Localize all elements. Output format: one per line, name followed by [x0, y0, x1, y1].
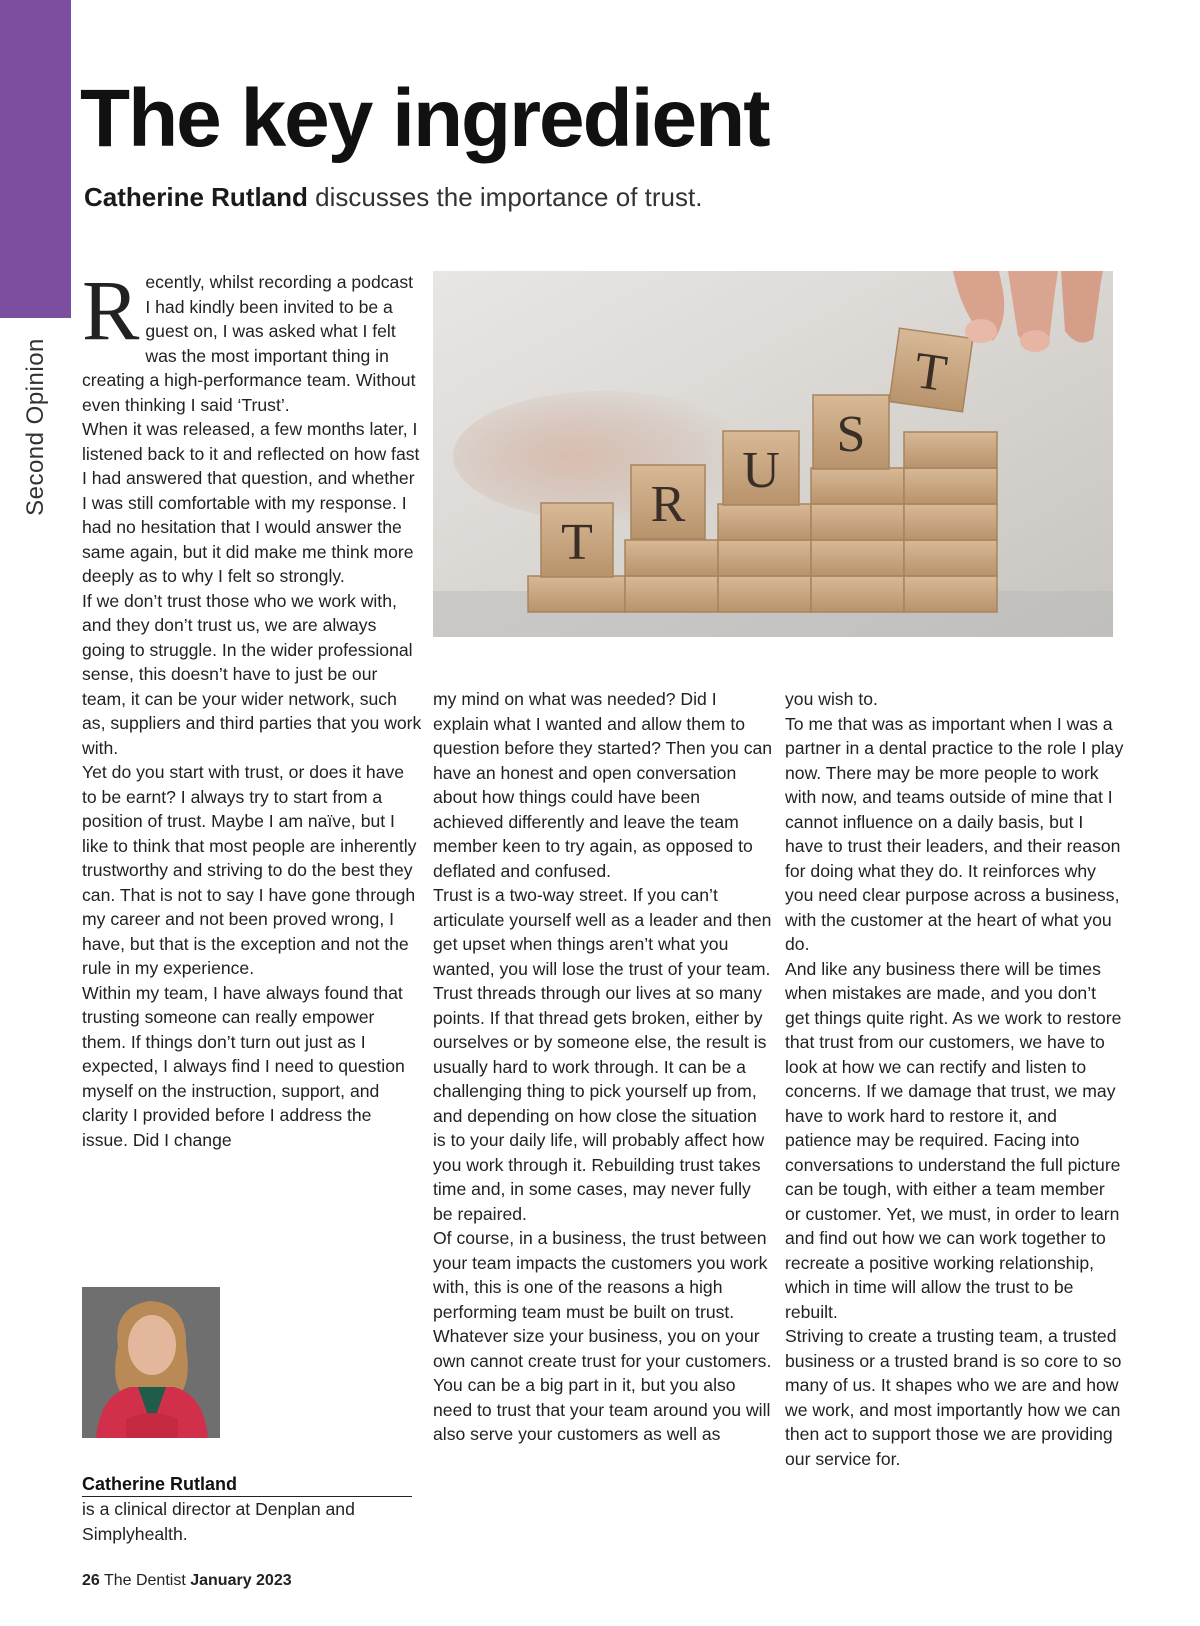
photo-letter-2: R — [650, 476, 686, 533]
publication-name: The Dentist — [103, 1572, 186, 1589]
standfirst-author: Catherine Rutland — [84, 182, 308, 212]
photo-letter-4: S — [836, 406, 866, 463]
page-number: 26 — [82, 1572, 100, 1589]
drop-cap: R — [82, 262, 140, 358]
body-column-1-text: ecently, whilst recording a podcast I had kindly been invited to be a guest on, I was asked what I felt was the most important thing in creating a high-performance team. Without even thinking I said ‘Trust’. When it was released, a few months later, I listened back to it and reflected on how fast I had answered that question, and whether I was still comfortable with my response. I had no hesitation that I would answer the same again, but it did make me think more deeply as to why I felt so strongly. If we don’t trust those who we work with, and they don’t trust us, we are always going to struggle. In the wider professional sense, this doesn’t have to just be our team, it can be your wider network, such as, suppliers and third parties that you work with. Yet do you start with trust, or does it have to be earnt? I always try to start from a position of trust. Maybe I am naïve, but I like to think that most people are inherently trustworthy and striving to do the best they can. That is not to say I have gone through my career and not been proved wrong, I have, but that is the exception and not the rule in my experience. Within my team, I have always found that trusting someone can really empower them. If things don’t turn out just as I expected, I always find I need to question myself on the instruction, support, and clarity I provided before I address the issue. Did I change — [82, 272, 422, 1150]
body-column-1 — [82, 262, 422, 1152]
body-column-2: my mind on what was needed? Did I explain what I wanted and allow them to question before they started? Then you can have an honest and open conversation about how things could have been achieved differently and leave the team member keen to try again, as opposed to deflated and confused. Trust is a two-way street. If you can’t articulate yourself well as a leader and then get upset when things aren’t what you wanted, you will lose the trust of your team. Trust threads through our lives at so many points. If that thread gets broken, either by ourselves or by someone else, the result is usually hard to work through. It can be a challenging thing to pick yourself up from, and depending on how close the situation is to your daily life, will probably affect how you work through it. Rebuilding trust takes time and, in some cases, may never fully be repaired. Of course, in a business, the trust between your team impacts the customers you work with, this is one of the reasons a high performing team must be built on trust. Whatever size your business, you on your own cannot create trust for your customers. You can be a big part in it, but you also need to trust that your team around you will also serve your customers as well as — [433, 689, 773, 1444]
section-label: Second Opinion — [22, 338, 50, 516]
author-bio: is a clinical director at Denplan and Simplyhealth. — [82, 1499, 355, 1544]
photo-letter-3: U — [742, 442, 780, 499]
page-footer — [82, 1572, 292, 1590]
headline: The key ingredient — [80, 73, 769, 164]
issue-date: January 2023 — [190, 1572, 292, 1589]
body-column-3: you wish to. To me that was as important when I was a partner in a dental practice to the role I play now. There may be more people to work with now, and teams outside of mine that I cannot influence on a daily basis, but I have to trust their leaders, and their reason for doing what they do. It reinforces why you need clear purpose across a business, with the customer at the heart of what you do. And like any business there will be times when mistakes are made, and you don’t get things quite right. As we work to restore that trust from our customers, we have to look at how we can rectify and listen to concerns. If we damage that trust, we may have to work hard to restore it, and patience may be required. Facing into conversations to understand the full picture can be tough, with either a team member or customer. Yet, we must, in order to learn and find out how we can work together to recreate a positive working relationship, which in time will allow the trust to be rebuilt. Striving to create a trusting team, a trusted business or a trusted brand is so core to so many of us. It shapes who we are and how we work, and most importantly how we can then act to support those we are providing our service for. — [785, 689, 1124, 1469]
trust-blocks-photo — [433, 271, 1113, 637]
section-color-bar — [0, 0, 71, 318]
standfirst — [84, 182, 702, 213]
photo-letter-5: T — [910, 342, 951, 403]
photo-letter-1: T — [561, 514, 593, 571]
author-name: Catherine Rutland — [82, 1474, 412, 1497]
standfirst-text: discusses the importance of trust. — [307, 182, 703, 212]
author-portrait — [82, 1287, 220, 1438]
